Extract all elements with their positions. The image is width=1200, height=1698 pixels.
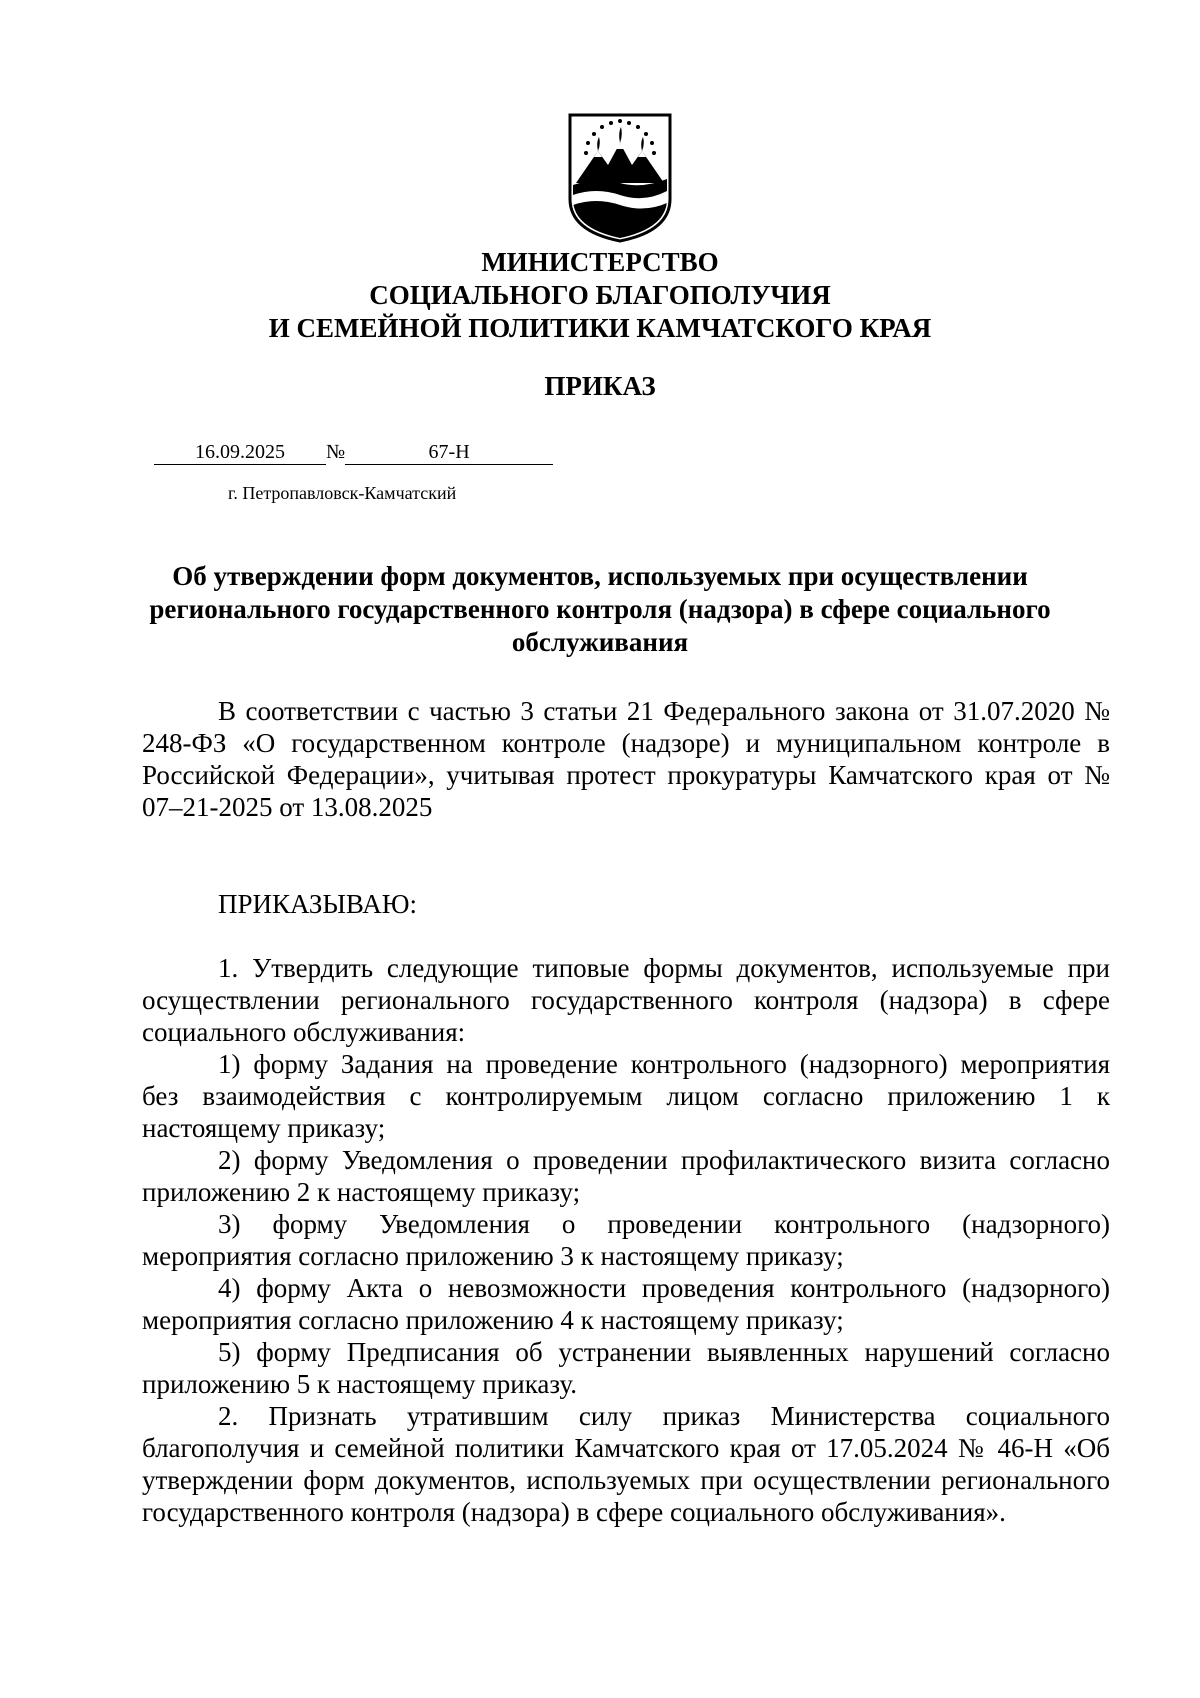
ministry-line-2: СОЦИАЛЬНОГО БЛАГОПОЛУЧИЯ xyxy=(369,280,831,310)
preamble xyxy=(142,695,1110,823)
order-number: 67-Н xyxy=(345,440,553,465)
order-subject xyxy=(130,560,1070,659)
subject-line-2: регионального государственного контроля (надзора) в сфере социального xyxy=(149,594,1051,624)
preamble-paragraph: В соответствии с частью 3 статьи 21 Федерального закона от 31.07.2020 № 248-ФЗ «О государственном контроле (надзоре) и муниципальном контроле в Российской Федерации», учитывая протест прокуратуры Камчатского края от № 07–21-2025 от 13.08.2025 xyxy=(142,696,1110,822)
ministry-name xyxy=(0,246,1200,345)
subject-line-1: Об утверждении форм документов, используемых при осуществлении xyxy=(172,561,1028,591)
order-city: г. Петропавловск-Камчатский xyxy=(228,483,457,503)
ministry-line-3: И СЕМЕЙНОЙ ПОЛИТИКИ КАМЧАТСКОГО КРАЯ xyxy=(268,313,932,343)
orders-word: ПРИКАЗЫВАЮ: xyxy=(218,889,417,919)
clause-1-item-2: 2) форму Уведомления о проведении профилактического визита согласно приложению 2 к настоящему приказу; xyxy=(142,1145,1110,1207)
order-title: ПРИКАЗ xyxy=(544,371,656,401)
clauses-list xyxy=(142,952,1110,1528)
order-date: 16.09.2025 xyxy=(154,440,326,465)
clause-1-item-5: 5) форму Предписания об устранении выявленных нарушений согласно приложению 5 к настоящему приказу. xyxy=(142,1337,1110,1399)
clause-1-item-1: 1) форму Задания на проведение контрольного (надзорного) мероприятия без взаимодействия с контролируемым лицом согласно приложению 1 к настоящему приказу; xyxy=(142,1049,1110,1143)
clause-2: 2. Признать утратившим силу приказ Министерства социального благополучия и семейной политики Камчатского края от 17.05.2024 № 46-Н «Об утверждении форм документов, используемых при осуществлении регионального государственного контроля (надзора) в сфере социального обслуживания». xyxy=(142,1401,1110,1527)
clause-1: 1. Утвердить следующие типовые формы документов, используемые при осуществлении регионального государственного контроля (надзора) в сфере социального обслуживания: xyxy=(142,953,1110,1047)
clause-1-item-4: 4) форму Акта о невозможности проведения контрольного (надзорного) мероприятия согласно приложению 4 к настоящему приказу; xyxy=(142,1273,1110,1335)
order-date-number-line xyxy=(154,440,553,465)
ministry-line-1: МИНИСТЕРСТВО xyxy=(481,247,719,277)
subject-line-3: обслуживания xyxy=(511,627,689,657)
clause-1-item-3: 3) форму Уведомления о проведении контрольного (надзорного) мероприятия согласно приложению 3 к настоящему приказу; xyxy=(142,1209,1110,1271)
kamchatka-coat-of-arms-icon xyxy=(568,113,672,243)
order-number-sign: № xyxy=(326,441,346,463)
